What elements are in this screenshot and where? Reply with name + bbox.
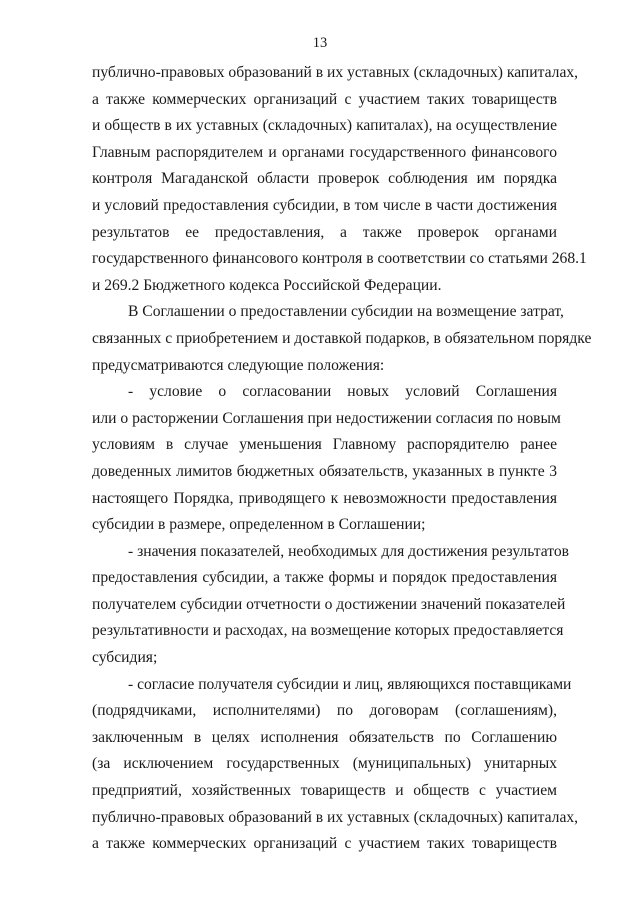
text-line: и условий предоставления субсидии, в том числе в части достижения — [92, 196, 557, 214]
text-line: доведенных лимитов бюджетных обязательств, указанных в пункте 3 — [92, 462, 557, 480]
text-line: субсидии в размере, определенном в Соглашении; — [92, 516, 426, 534]
text-line: результатов ее предоставления, а также проверок органами — [92, 223, 557, 241]
text-line: предприятий, хозяйственных товариществ и обществ с участием — [92, 782, 557, 800]
text-line: субсидия; — [92, 649, 158, 667]
text-line: - значения показателей, необходимых для достижения результатов — [128, 542, 570, 560]
text-line: результативности и расходах, на возмещение которых предоставляется — [92, 622, 564, 640]
text-line: государственного финансового контроля в соответствии со статьями 268.1 — [92, 250, 587, 268]
page-number: 13 — [312, 35, 328, 51]
text-line: а также коммерческих организаций с участием таких товариществ — [92, 835, 557, 853]
text-line: В Соглашении о предоставлении субсидии на возмещение затрат, — [128, 303, 564, 321]
text-line: получателем субсидии отчетности о достижении значений показателей — [92, 595, 566, 613]
text-line: заключенным в целях исполнения обязательств по Соглашению — [92, 728, 557, 746]
text-line: - условие о согласовании новых условий Соглашения — [128, 383, 557, 401]
text-line: предоставления субсидии, а также формы и порядок предоставления — [92, 569, 557, 587]
text-line: условиям в случае уменьшения Главному распорядителю ранее — [92, 436, 557, 454]
text-line: (подрядчиками, исполнителями) по договорам (соглашениям), — [92, 702, 557, 720]
text-line: настоящего Порядка, приводящего к невозможности предоставления — [92, 489, 557, 507]
text-line: или о расторжении Соглашения при недостижении согласия по новым — [92, 409, 561, 427]
text-line: контроля Магаданской области проверок соблюдения им порядка — [92, 170, 557, 188]
text-line: - согласие получателя субсидии и лиц, являющихся поставщиками — [128, 675, 572, 693]
text-line: (за исключением государственных (муниципальных) унитарных — [92, 755, 557, 773]
text-line: публично-правовых образований в их уставных (складочных) капиталах, — [92, 64, 579, 81]
document-body — [92, 60, 592, 858]
text-line: Главным распорядителем и органами государственного финансового — [92, 143, 557, 161]
text-line: предусматриваются следующие положения: — [92, 356, 385, 374]
text-line: и обществ в их уставных (складочных) капиталах), на осуществление — [92, 117, 557, 135]
text-line: и 269.2 Бюджетного кодекса Российской Федерации. — [92, 276, 442, 294]
text-line: а также коммерческих организаций с участием таких товариществ — [92, 90, 557, 108]
text-line: публично-правовых образований в их уставных (складочных) капиталах, — [92, 808, 579, 826]
text-line: связанных с приобретением и доставкой подарков, в обязательном порядке — [92, 329, 592, 347]
